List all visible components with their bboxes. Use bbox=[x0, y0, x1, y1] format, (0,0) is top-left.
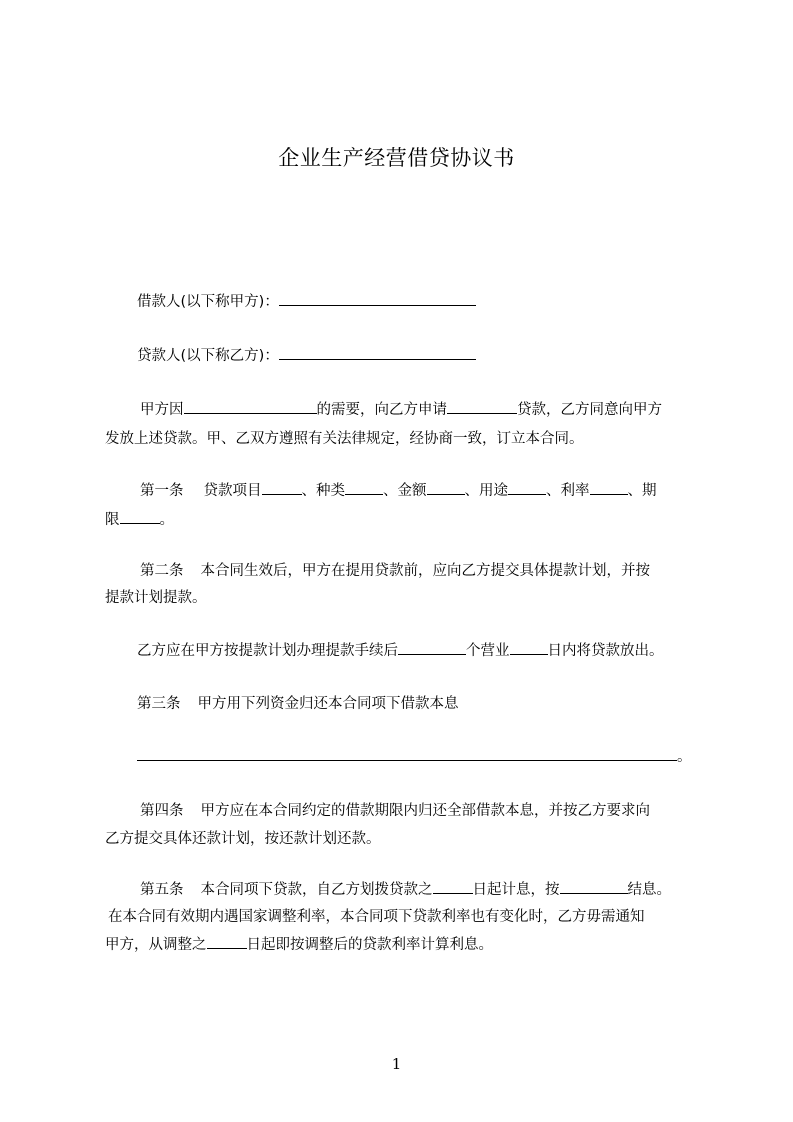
article-5-heading: 第五条 bbox=[140, 882, 184, 898]
article-5-line-1 bbox=[140, 878, 740, 899]
article-1-text: 贷款项目 bbox=[203, 483, 262, 499]
article-2-text: 乙方应在甲方按提款计划办理提款手续后 bbox=[137, 643, 398, 659]
article-2-text: 个营业 bbox=[466, 643, 510, 659]
article-2-text: 日内将贷款放出。 bbox=[547, 643, 664, 659]
loan-item-blank[interactable] bbox=[262, 479, 302, 495]
article-3-line-1 bbox=[137, 692, 737, 713]
article-2-line-1 bbox=[140, 559, 740, 580]
article-1-line-2 bbox=[105, 508, 705, 529]
article-1-line-1 bbox=[140, 479, 740, 500]
borrower-blank[interactable] bbox=[279, 290, 476, 306]
article-1-heading: 第一条 bbox=[140, 483, 184, 499]
lender-label: 贷款人(以下称乙方)： bbox=[137, 348, 279, 364]
loan-type-blank[interactable] bbox=[447, 398, 517, 414]
loan-kind-blank[interactable] bbox=[345, 479, 383, 495]
article-5-text: 甲方，从调整之 bbox=[105, 937, 207, 953]
article-1-text: 、期 bbox=[627, 483, 657, 499]
article-5-text: 日起计息，按 bbox=[472, 882, 560, 898]
intro-text: 贷款，乙方同意向甲方 bbox=[517, 402, 662, 418]
article-1-text: 。 bbox=[159, 512, 174, 528]
interest-start-blank[interactable] bbox=[433, 878, 473, 894]
interest-rate-blank[interactable] bbox=[590, 479, 628, 495]
article-1-text: 、种类 bbox=[301, 483, 345, 499]
settlement-blank[interactable] bbox=[560, 878, 628, 894]
article-2-text: 本合同生效后，甲方在提用贷款前，应向乙方提交具体提款计划，并按 bbox=[200, 563, 650, 579]
page-number: 1 bbox=[391, 1055, 402, 1073]
borrower-label: 借款人(以下称甲方)： bbox=[137, 294, 279, 310]
intro-text: 甲方因 bbox=[140, 402, 184, 418]
article-3-heading: 第三条 bbox=[137, 696, 181, 712]
lender-blank[interactable] bbox=[279, 344, 476, 360]
article-5-text: 结息。 bbox=[627, 882, 671, 898]
article-4-text: 甲方应在本合同约定的借款期限内归还全部借款本息，并按乙方要求向 bbox=[200, 803, 650, 819]
article-3-line-2 bbox=[137, 745, 737, 766]
article-2-para-2 bbox=[137, 639, 737, 660]
article-3-text: 。 bbox=[677, 749, 692, 765]
article-5-text: 本合同项下贷款，自乙方划拨贷款之 bbox=[200, 882, 433, 898]
repayment-source-blank[interactable] bbox=[137, 745, 677, 761]
intro-line-1 bbox=[140, 398, 740, 419]
article-1-text: 、利率 bbox=[546, 483, 590, 499]
days-blank[interactable] bbox=[510, 639, 548, 655]
loan-use-blank[interactable] bbox=[508, 479, 546, 495]
rate-adjust-blank[interactable] bbox=[207, 933, 247, 949]
article-2-line-2: 提款计划提款。 bbox=[105, 590, 207, 606]
article-1-text: 限 bbox=[105, 512, 120, 528]
loan-amount-blank[interactable] bbox=[427, 479, 465, 495]
article-1-text: 、金额 bbox=[383, 483, 427, 499]
lender-line bbox=[137, 344, 737, 365]
article-1-text: 、用途 bbox=[464, 483, 508, 499]
loan-term-blank[interactable] bbox=[120, 508, 160, 524]
article-4-line-1 bbox=[140, 799, 740, 820]
purpose-blank[interactable] bbox=[184, 398, 317, 414]
article-4-heading: 第四条 bbox=[140, 803, 184, 819]
article-5-line-2: 在本合同有效期内遇国家调整利率，本合同项下贷款利率也有变化时，乙方毋需通知 bbox=[108, 909, 645, 925]
intro-text: 的需要，向乙方申请 bbox=[316, 402, 447, 418]
article-5-text: 日起即按调整后的贷款利率计算利息。 bbox=[246, 937, 493, 953]
article-3-text: 甲方用下列资金归还本合同项下借款本息 bbox=[197, 696, 459, 712]
intro-line-2: 发放上述贷款。甲、乙双方遵照有关法律规定，经协商一致，订立本合同。 bbox=[105, 431, 584, 447]
business-days-blank[interactable] bbox=[398, 639, 466, 655]
article-4-line-2: 乙方提交具体还款计划，按还款计划还款。 bbox=[105, 831, 381, 847]
article-2-heading: 第二条 bbox=[140, 563, 184, 579]
article-5-line-3 bbox=[105, 933, 705, 954]
document-title: 企业生产经营借贷协议书 bbox=[278, 146, 515, 170]
borrower-line bbox=[137, 290, 737, 311]
